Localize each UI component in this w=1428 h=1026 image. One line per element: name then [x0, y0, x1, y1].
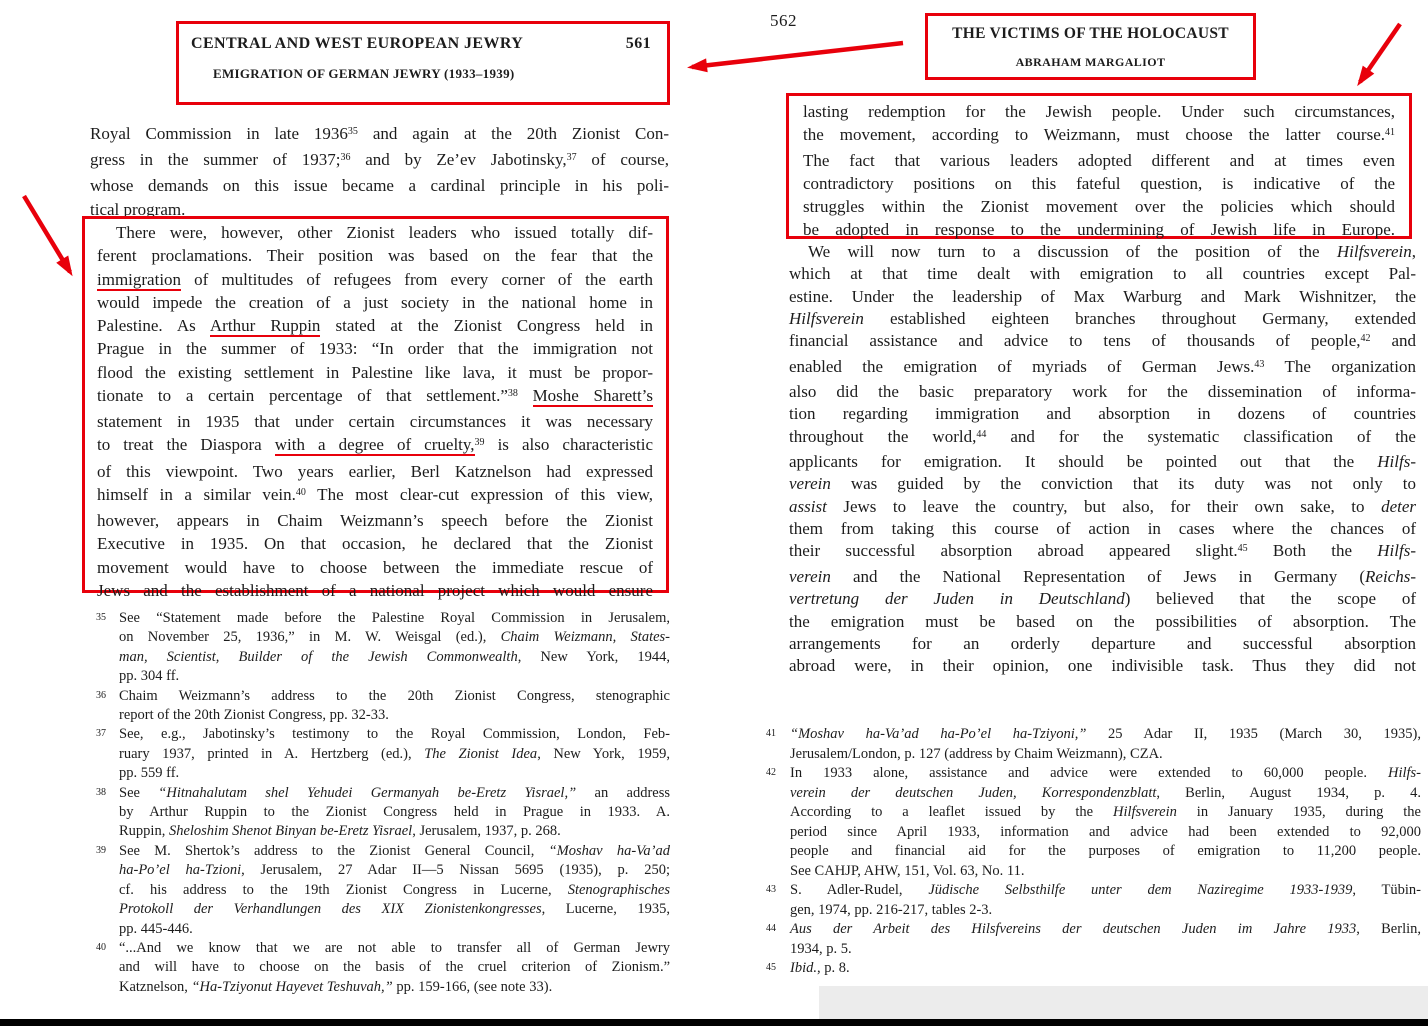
text-line: See “Statement made before the Palestine Royal Commission in Jerusalem, — [119, 610, 670, 626]
right-author: ABRAHAM MARGALIOT — [1015, 55, 1166, 69]
text-line: lasting redemption for the Jewish people. Under such circumstances, — [803, 102, 1395, 121]
footnote-text — [790, 764, 1421, 881]
text-line: enabled the emigration of myriads of German Jews.$^{43}$ The organization — [789, 356, 1416, 376]
annotation-arrow-right — [1360, 24, 1400, 82]
text-line: pp. 559 ff. — [119, 765, 180, 782]
footnote-text — [119, 784, 670, 842]
footnote-item — [94, 842, 670, 939]
text-line: Ruppin, Sheloshim Shenot Binyan be-Eretz Yisrael, Jerusalem, 1937, p. 268. — [119, 823, 561, 840]
text-line: man, Scientist, Builder of the Jewish Commonwealth, New York, 1944, — [119, 648, 670, 665]
text-line: whose demands on this issue became a cardinal principle in his poli- — [90, 176, 669, 196]
text-line: Aus der Arbeit des Hilsfvereins der deutschen Juden im Jahre 1933, Berlin, — [790, 921, 1422, 937]
text-line: tionate to a certain percentage of that settlement.”$^{38}$ Moshe Sharett’s — [97, 385, 653, 405]
text-line: Palestine. As Arthur Ruppin stated at the Zionist Congress held in — [97, 316, 653, 335]
text-line: Hilfsverein established eighteen branches throughout Germany, extended — [789, 309, 1416, 329]
footnote-marker: 38 — [96, 786, 106, 798]
left-page-number: 561 — [625, 35, 651, 52]
text-line: which at that time dealt with emigration to all countries except Pal- — [789, 264, 1416, 284]
text-line: See M. Shertok’s address to the Zionist General Council, “Moshav ha-Va’ad — [119, 842, 670, 859]
text-line: throughout the world,$^{44}$ and for the systematic classification of the — [789, 426, 1416, 446]
text-line: and will have to choose on the basis of the cruel criterion of Zionism.” — [119, 959, 670, 976]
left-running-head: CENTRAL AND WEST EUROPEAN JEWRY — [191, 35, 524, 52]
footnote-item — [764, 725, 1421, 764]
footnote-marker: 45 — [766, 962, 776, 973]
footnote-text — [119, 725, 670, 783]
footnote-text — [790, 959, 1421, 979]
text-line: gress in the summer of 1937;$^{36}$ and by Ze’ev Jabotinsky,$^{37}$ of course, — [90, 150, 669, 170]
text-line: S. Adler-Rudel, Jüdische Selbsthilfe unter dem Naziregime 1933-1939, Tübin- — [790, 882, 1422, 898]
text-line: ruary 1937, printed in A. Hertzberg (ed.), The Zionist Idea, New York, 1959, — [119, 745, 670, 762]
text-line: be adopted in response to the undermining of Jewish life in Europe. — [803, 219, 1395, 239]
right-boxed-paragraph — [803, 101, 1395, 241]
text-line: Executive in 1935. On that occasion, he declared that the Zionist — [97, 534, 653, 554]
right-footnotes — [764, 725, 1421, 979]
text-line: immigration of multitudes of refugees from every corner of the earth — [97, 269, 653, 289]
text-line: pp. 304 ff. — [119, 668, 180, 685]
text-line: cf. his address to the 19th Zionist Congress in Lucerne, Stenographisches — [119, 881, 670, 898]
text-line: himself in a similar vein.$^{40}$ The most clear-cut expression of this view, — [97, 484, 653, 504]
text-line: verein and the National Representation of Jews in Germany (Reichs- — [789, 566, 1416, 586]
text-line: people and financial aid for the purposes of emigration to 11,200 people. — [790, 843, 1421, 859]
footnote-marker: 40 — [96, 941, 106, 953]
footnote-marker: 37 — [96, 728, 106, 740]
text-line: arrangements for an orderly departure and successful absorption — [789, 633, 1416, 653]
text-line: Royal Commission in late 1936$^{35}$ and again at the 20th Zionist Con- — [90, 124, 669, 143]
text-line: movement would have to choose between the immediate rescue of — [97, 557, 653, 577]
annotation-arrow-center — [692, 43, 903, 67]
annotation-box-right-paragraph — [786, 93, 1412, 239]
footnote-item — [764, 920, 1421, 959]
text-line: report of the 20th Zionist Congress, pp. 32-33. — [119, 707, 389, 724]
footnote-text — [119, 842, 670, 939]
text-line: We will now turn to a discussion of the position of the Hilfsverein, — [808, 242, 1416, 261]
footnote-marker: 44 — [766, 923, 776, 934]
right-running-head: THE VICTIMS OF THE HOLOCAUST — [952, 25, 1229, 42]
footnote-text — [790, 920, 1421, 959]
text-line: Protokoll der Verhandlungen des XIX Zionistenkongresses, Lucerne, 1935, — [119, 901, 670, 918]
text-line: applicants for emigration. It should be pointed out that the Hilfs- — [789, 452, 1416, 472]
footnote-marker: 43 — [766, 884, 776, 895]
text-line: of this viewpoint. Two years earlier, Berl Katznelson had expressed — [97, 461, 653, 481]
text-line: gen, 1974, pp. 216-217, tables 2-3. — [790, 901, 993, 918]
text-line: the movement, according to Weizmann, must choose the latter course.$^{41}$ — [803, 124, 1395, 144]
text-line: tion regarding immigration and absorption in dozens of countries — [789, 404, 1416, 424]
text-line: to treat the Diaspora with a degree of cruelty,$^{39}$ is also characteristic — [97, 435, 654, 455]
text-line: In 1933 alone, assistance and advice were extended to 60,000 people. Hilfs- — [790, 765, 1421, 781]
text-line: their successful absorption abroad appeared slight.$^{45}$ Both the Hilfs- — [789, 541, 1416, 561]
footnote-item — [764, 881, 1421, 920]
text-line: Jerusalem/London, p. 127 (address by Chaim Weizmann), CZA. — [790, 745, 1163, 762]
footnote-marker: 36 — [96, 689, 106, 701]
footnote-text — [119, 687, 670, 726]
footnote-marker: 39 — [96, 844, 106, 856]
text-line: them from taking this course of action in cases where the chances of — [789, 519, 1416, 539]
bottom-gray-strip — [819, 986, 1428, 1019]
footnote-marker: 41 — [766, 728, 776, 739]
annotation-arrow-left — [24, 196, 70, 272]
footnote-item — [764, 764, 1421, 881]
annotation-box-left-paragraph — [82, 216, 669, 600]
text-line: struggles within the Zionist movement over the policies which should — [803, 196, 1395, 216]
text-line: estine. Under the leadership of Max Warburg and Mark Wishnitzer, the — [789, 286, 1416, 306]
footnote-text — [790, 725, 1421, 764]
text-line: “Moshav ha-Va’ad ha-Po’el ha-Tziyoni,” 25 Adar II, 1935 (March 30, 1935), — [790, 726, 1421, 742]
footnote-item — [94, 939, 670, 997]
text-line: on November 25, 1936,” in M. W. Weisgal (ed.), Chaim Weizmann, States- — [119, 629, 671, 646]
text-line: Ibid., p. 8. — [790, 960, 850, 976]
left-header-row — [191, 35, 651, 53]
bottom-black-bar — [0, 1019, 1428, 1026]
footnote-marker: 42 — [766, 767, 776, 778]
text-line: verein was guided by the conviction that its duty was not only to — [789, 474, 1416, 494]
text-line: See, e.g., Jabotinsky’s testimony to the Royal Commission, London, Feb- — [119, 726, 670, 743]
left-boxed-paragraph — [97, 221, 653, 602]
text-line: “...And we know that we are not able to transfer all of German Jewry — [119, 939, 670, 956]
text-line: Chaim Weizmann’s address to the 20th Zionist Congress, stenographic — [119, 687, 670, 704]
text-line: financial assistance and advice to tens of thousands of people,$^{42}$ and — [789, 331, 1417, 351]
right-page-number: 562 — [770, 11, 797, 30]
text-line: abroad were, in their opinion, one indivisible task. Thus they did not — [789, 656, 1416, 676]
text-line: the emigration must be based on the possibilities of absorption. The — [789, 611, 1416, 631]
right-body-paragraph — [789, 241, 1416, 678]
text-line: Jews and the establishment of a national project which would ensure — [97, 580, 653, 600]
text-line: assist Jews to leave the country, but also, for their own sake, to deter — [789, 496, 1416, 516]
annotation-box-left-header — [176, 21, 670, 105]
text-line: would impede the creation of a just society in the national home in — [97, 292, 653, 312]
text-line: 1934, p. 5. — [790, 940, 852, 957]
text-line: period since April 1933, information and advice had been extended to 92,000 — [790, 823, 1421, 840]
text-line: ferent proclamations. Their position was based on the fear that the — [97, 246, 653, 266]
text-line: According to a leaflet issued by the Hilfsverein in January 1935, during the — [790, 804, 1421, 820]
text-line: vertretung der Juden in Deutschland) believed that the scope of — [789, 589, 1416, 609]
text-line: contradictory positions on this fateful question, is indicative of the — [803, 173, 1395, 193]
footnote-text — [119, 939, 670, 997]
text-line: See “Hitnahalutam shel Yehudei Germanyah be-Eretz Yisrael,” an address — [119, 784, 671, 801]
footnote-item — [764, 959, 1421, 979]
text-line: The fact that various leaders adopted different and at times even — [803, 150, 1395, 170]
footnote-item — [94, 784, 670, 842]
text-line: by Arthur Ruppin to the Zionist Congress held in Prague in 1933. A. — [119, 804, 670, 821]
left-footnotes — [94, 609, 670, 997]
text-line: Prague in the summer of 1933: “In order that the immigration not — [97, 339, 653, 359]
left-section-heading: EMIGRATION OF GERMAN JEWRY (1933–1939) — [213, 66, 515, 81]
text-line: Katznelson, “Ha-Tziyonut Hayevet Teshuvah,” pp. 159-166, (see note 33). — [119, 978, 553, 995]
footnote-item — [94, 609, 670, 687]
footnote-text — [119, 609, 670, 687]
text-line: tical program. — [90, 199, 186, 219]
left-intro-paragraph — [90, 122, 669, 221]
text-line: also did the basic preparatory work for the dissemination of informa- — [789, 382, 1416, 402]
footnote-item — [94, 687, 670, 726]
text-line: verein der deutschen Juden, Korrespondenzblatt, Berlin, August 1934, p. 4. — [790, 784, 1421, 801]
footnote-marker: 35 — [96, 612, 106, 623]
text-line: however, appears in Chaim Weizmann’s speech before the Zionist — [97, 511, 653, 530]
text-line: There were, however, other Zionist leaders who issued totally dif- — [116, 223, 653, 242]
footnote-text — [790, 881, 1421, 920]
text-line: See CAHJP, AHW, 151, Vol. 63, No. 11. — [790, 862, 1025, 879]
text-line: ha-Po’el ha-Tzioni, Jerusalem, 27 Adar II—5 Nissan 5695 (1935), p. 250; — [119, 862, 670, 879]
footnote-item — [94, 725, 670, 783]
text-line: pp. 445-446. — [119, 920, 193, 937]
text-line: statement in 1935 that under certain circumstances it was necessary — [97, 412, 653, 431]
text-line: flood the existing settlement in Palestine like lava, it must be propor- — [97, 362, 653, 382]
annotation-box-right-header — [925, 13, 1256, 80]
